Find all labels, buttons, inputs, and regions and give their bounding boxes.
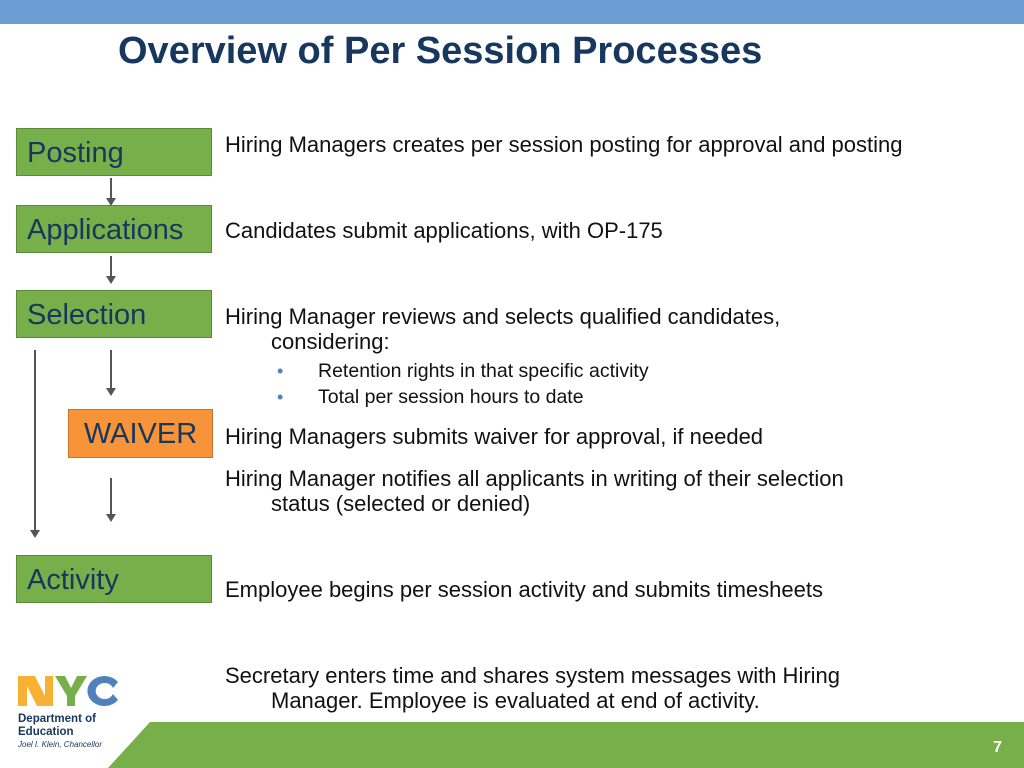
bullet-item: • Retention rights in that specific activity [225, 358, 780, 384]
step-posting: Posting [16, 128, 212, 176]
nyc-doe-logo [18, 672, 128, 750]
step-selection: Selection [16, 290, 212, 338]
page-number: 7 [993, 739, 1002, 756]
desc-waiver: Hiring Managers submits waiver for approval, if needed [225, 424, 764, 449]
desc-activity: Employee begins per session activity and submits timesheets [225, 577, 823, 602]
desc-applications: Candidates submit applications, with OP-175 [225, 218, 663, 243]
logo-dept-line1: Department of [18, 713, 96, 725]
desc-selection-line1: Hiring Manager reviews and selects qualified candidates, [225, 304, 781, 329]
nyc-logo-icon [18, 672, 128, 710]
arrow-down-icon [110, 350, 112, 388]
slide-title: Overview of Per Session Processes [118, 30, 763, 72]
desc-selection-line2: considering: [271, 329, 390, 354]
desc-secretary-line2: Manager. Employee is evaluated at end of activity. [271, 688, 760, 713]
desc-secretary-line1: Secretary enters time and shares system messages with Hiring [225, 663, 841, 688]
desc-notify [225, 466, 844, 516]
arrow-down-icon [110, 478, 112, 514]
footer-band [150, 722, 1024, 768]
desc-notify-line1: Hiring Manager notifies all applicants in writing of their selection [225, 466, 844, 491]
logo-chancellor: Joel I. Klein, Chancellor [18, 740, 103, 749]
arrow-down-icon [110, 256, 112, 276]
desc-secretary [225, 663, 840, 713]
top-bar [0, 0, 1024, 24]
desc-posting: Hiring Managers creates per session posting for approval and posting [225, 132, 903, 157]
desc-notify-line2: status (selected or denied) [271, 491, 531, 516]
selection-bullets [225, 358, 780, 410]
desc-selection [225, 304, 780, 410]
step-applications: Applications [16, 205, 212, 253]
arrow-down-icon [110, 178, 112, 198]
arrow-down-icon [34, 350, 36, 530]
step-waiver: WAIVER [68, 409, 213, 458]
bullet-item: • Total per session hours to date [225, 384, 780, 410]
step-activity: Activity [16, 555, 212, 603]
logo-dept-line2: Education [18, 726, 74, 738]
